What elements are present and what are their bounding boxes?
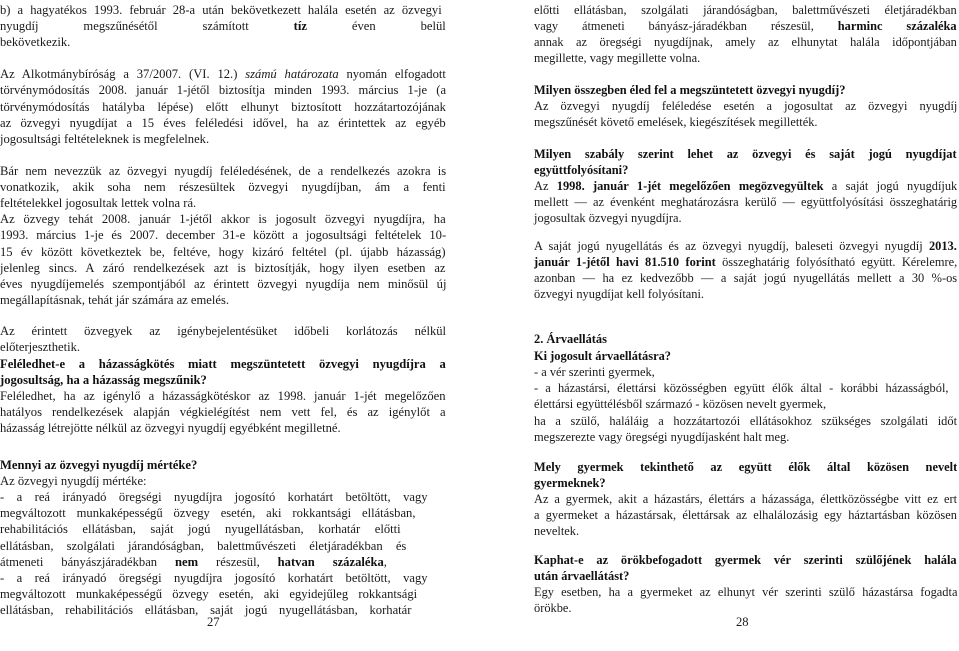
bold-text: Mely gyermek tekinthető az együtt élők által közösen nevelt	[534, 460, 958, 474]
page-number-left: 27	[207, 615, 220, 629]
text: a saját jogú nyugdíjuk	[823, 179, 958, 193]
text: Egy esetben, ha a gyermeket az elhunyt vér szerinti szülő házastársa fogadta	[534, 585, 958, 599]
page-number-right: 28	[736, 615, 749, 629]
bold-text: Kaphat-e az örökbefogadott gyermek vér szerinti szülőjének halála	[534, 553, 957, 567]
text: az özvegyi nyugdíjat a 15 éves feléledési idővel, ha az érintettek az egyéb	[0, 116, 446, 130]
bold-text: Mennyi az özvegyi nyugdíj mértéke?	[0, 458, 198, 472]
left-page-line	[0, 586, 417, 602]
left-page-line	[0, 292, 229, 308]
text: éves nyugdíjemelés szempontjából az érintett özvegyi nyugdíja nem minősül új	[0, 277, 447, 291]
right-page-line	[534, 162, 628, 178]
left-page-line	[0, 505, 416, 521]
text: jelenleg sincs. A záró rendelkezések azt is biztosítják, hogy ilyen esetben az	[0, 261, 446, 275]
bold-text: Milyen összegben éled fel a megszüntetett özvegyi nyugdíj?	[534, 83, 846, 97]
right-page-line	[534, 34, 957, 50]
right-page-line	[534, 396, 826, 412]
left-page-line	[0, 420, 341, 436]
left-page-line	[0, 323, 446, 339]
text: megszűnését követő emelések, kiegészítések megillették.	[534, 115, 818, 129]
right-page-line	[534, 178, 957, 194]
text: mellett — az évenként meghatározásra kerülő — együttfolyósítási összeghatárig	[534, 195, 958, 209]
left-page-line	[0, 339, 80, 355]
right-page-line	[534, 523, 579, 539]
text: ,	[383, 555, 387, 569]
text: jogosultak özvegyi nyugdíjra.	[534, 211, 682, 225]
left-page-line	[0, 163, 446, 179]
text: hatályos rendelkezések alapján végkielégítést nem vett fel, és az igénylőt a	[0, 405, 446, 419]
text: előterjeszthetik.	[0, 340, 81, 354]
right-page-line	[534, 194, 957, 210]
text: Az özvegyi nyugdíj feléledése esetén a jogosultat az özvegyi nyugdíj	[534, 99, 958, 113]
text: A saját jogú nyugellátás és az özvegyi nyugdíj, baleseti özvegyi nyugdíj	[534, 239, 929, 253]
right-page-line	[534, 413, 957, 429]
text: Az Alkotmánybíróság a 37/2007. (VI. 12.)	[0, 67, 246, 81]
left-page-line	[0, 388, 446, 404]
bold-text: együttfolyósítani?	[534, 163, 629, 177]
text: házasság létrejötte nélkül az özvegyi nyugdíj egyébként megilletné.	[0, 421, 341, 435]
left-page-line	[0, 538, 406, 554]
left-page-line	[0, 554, 387, 570]
text: megváltozott munkaképességű özvegy esetén, aki rokkantsági ellátásban,	[0, 506, 416, 520]
text: Az özvegyi nyugdíj mértéke:	[0, 474, 147, 488]
text: feltételekkel jogosultak lettek volna rá.	[0, 196, 197, 210]
right-page-line	[534, 364, 655, 380]
left-page-line	[0, 66, 446, 82]
text: - a reá irányadó öregségi nyugdíjra jogosító korhatárt betöltött, vagy	[0, 490, 428, 504]
text: előtti ellátásban, szolgálati járandóságban, balettművészeti életjáradékban	[534, 3, 957, 17]
text: nyomán elfogadott	[338, 67, 446, 81]
text: megváltozott munkaképességű özvegy esetén, aki egyidejűleg rokkantsági	[0, 587, 418, 601]
bold-text: Milyen szabály szerint lehet az özvegyi és saját jogú nyugdíjat	[534, 147, 957, 161]
text: megillette, vagy megillette volna.	[534, 51, 701, 65]
bold-text: január 1-jétől havi 81.510 forint	[534, 255, 716, 269]
right-page-line	[534, 507, 957, 523]
text: örökbe.	[534, 601, 572, 615]
text: vagy átmeneti bányász-járadékban részesül,	[534, 19, 838, 33]
left-page-line	[0, 356, 446, 372]
right-page-line	[534, 82, 845, 98]
italic-text: számú határozata	[245, 67, 339, 81]
right-page-line	[534, 146, 957, 162]
left-page-line	[0, 260, 446, 276]
left-page-line	[0, 473, 147, 489]
right-page-line	[534, 18, 957, 34]
left-page-line	[0, 602, 411, 618]
right-page-line	[534, 331, 607, 347]
left-page-line	[0, 195, 196, 211]
left-page-line	[0, 489, 428, 505]
bold-text: Ki jogosult árvaellátásra?	[534, 349, 671, 363]
bold-text: tíz	[293, 19, 307, 33]
left-page-line	[0, 99, 446, 115]
left-page-line	[0, 570, 428, 586]
right-page-line	[534, 238, 957, 254]
left-page-line	[0, 404, 446, 420]
left-page-line	[0, 2, 442, 18]
right-page-line	[534, 210, 682, 226]
right-page-line	[534, 50, 700, 66]
left-page-line	[0, 211, 446, 227]
text: rehabilitációs ellátásban, saját jogú nyugellátásban, korhatár előtti	[0, 522, 401, 536]
left-page-line	[0, 457, 197, 473]
left-page-line	[0, 82, 446, 98]
text: megszerezte vagy öregségi nyugdíjasként halt meg.	[534, 430, 790, 444]
right-page-line	[534, 286, 704, 302]
text: - a házastársi, élettársi közösségben együtt élők által - korábbi házasságból,	[534, 381, 949, 395]
left-page-line	[0, 276, 446, 292]
text: annak az öregségi nyugdíjnak, amely az elhunytat halála időpontjában	[534, 35, 957, 49]
text: jogosultsági feltételeknek is megfelelnek.	[0, 132, 210, 146]
text: törvénymódosítás 2008. január 1-jétől biztosítja minden 1993. március 1-je (a	[0, 83, 447, 97]
text: törvénymódosítás hatályba lépése) előtt elhunyt biztosított hozzátartozójának	[0, 100, 446, 114]
left-page-line	[0, 34, 70, 50]
left-page-line	[0, 244, 446, 260]
bold-text: 2. Árvaellátás	[534, 332, 607, 346]
text: - a vér szerinti gyermek,	[534, 365, 655, 379]
text: Feléledhet, ha az igénylő a házasságkötéskor az 1998. január 1-jét megelőzően	[0, 389, 446, 403]
right-page-line	[534, 114, 818, 130]
right-page-line	[534, 270, 957, 286]
left-page-line	[0, 372, 207, 388]
left-page-line	[0, 18, 446, 34]
bold-text: harminc százaléka	[837, 19, 957, 33]
right-page-line	[534, 600, 572, 616]
right-page-line	[534, 475, 606, 491]
right-page-line	[534, 348, 671, 364]
right-page-line	[534, 254, 957, 270]
bold-text: 1998. január 1-jét megelőzően megözvegyültek	[556, 179, 824, 193]
right-page-line	[534, 429, 789, 445]
text: bekövetkezik.	[0, 35, 71, 49]
text: Bár nem nevezzük az özvegyi nyugdíj feléledésének, de a rendelkezés azokra is	[0, 164, 447, 178]
text: részesül,	[198, 555, 278, 569]
text: Az a gyermek, akit a házastárs, élettárs a házassága, élettközösségbe vitt ez ert	[534, 492, 958, 506]
text: Az	[534, 179, 557, 193]
right-page-line	[534, 491, 957, 507]
text: éven belül	[306, 19, 446, 33]
text: Az özvegy tehát 2008. január 1-jétől akkor is jogosult özvegyi nyugdíjra, ha	[0, 212, 446, 226]
right-page-line	[534, 584, 957, 600]
bold-text: nem	[175, 555, 199, 569]
text: 15 év között következtek be, feltéve, hogy kizáró feltétel (pl. újabb házasság)	[0, 245, 446, 259]
text: neveltek.	[534, 524, 580, 538]
text: ellátásban, szolgálati járandóságban, balettművészeti életjáradékban és	[0, 539, 407, 553]
right-page-line	[534, 380, 948, 396]
text: Az érintett özvegyek az igénybejelentésüket időbeli korlátozás nélkül	[0, 324, 447, 338]
text: nyugdíj megszűnésétől számított	[0, 19, 294, 33]
left-page-line	[0, 131, 209, 147]
left-page-line	[0, 115, 446, 131]
text: élettársi együttélésből származó - közösen nevelt gyermek,	[534, 397, 827, 411]
text: megállapításnak, tehát jár számára az emelés.	[0, 293, 230, 307]
text: összeghatárig folyósítható együtt. Kérelemre,	[715, 255, 958, 269]
text: átmeneti bányászjáradékban	[0, 555, 176, 569]
text: azonban — ha ez kedvezőbb — a saját jogú nyugellátás mellett a 30 %-os	[534, 271, 958, 285]
bold-text: 2013.	[928, 239, 957, 253]
left-page-line	[0, 521, 401, 537]
left-page-line	[0, 179, 446, 195]
right-page-line	[534, 459, 957, 475]
right-page-line	[534, 98, 957, 114]
bold-text: hatvan százaléka	[277, 555, 384, 569]
bold-text: után árvaellátást?	[534, 569, 630, 583]
text: ellátásban, rehabilitációs ellátásban, saját jogú nyugellátásban, korhatár	[0, 603, 412, 617]
text: özvegyi nyugdíjat kell folyósítani.	[534, 287, 704, 301]
text: b) a hagyatékos 1993. február 28-a után bekövetkezett halála esetén az özvegyi	[0, 3, 442, 17]
bold-text: jogosultság, ha a házasság megszűnik?	[0, 373, 207, 387]
text: 1993. március 1-je és 2007. december 31-e között a jogosultsági feltételek 10-	[0, 228, 447, 242]
text: ha a szülő, haláláig a hozzátartozói ellátásokhoz szükséges szolgálati időt	[534, 414, 958, 428]
bold-text: Feléledhet-e a házasságkötés miatt megszüntetett özvegyi nyugdíjra a	[0, 357, 446, 371]
text: vonatkozik, akik soha nem részesültek özvegyi nyugdíjban, ám a fenti	[0, 180, 446, 194]
bold-text: gyermeknek?	[534, 476, 606, 490]
text: a gyermeket a házastársak, élettársak az elhalálozásig egy háztartásban közösen	[534, 508, 957, 522]
left-page-line	[0, 227, 446, 243]
right-page-line	[534, 552, 957, 568]
text: - a reá irányadó öregségi nyugdíjra jogosító korhatárt betöltött, vagy	[0, 571, 428, 585]
right-page-line	[534, 2, 957, 18]
right-page-line	[534, 568, 629, 584]
